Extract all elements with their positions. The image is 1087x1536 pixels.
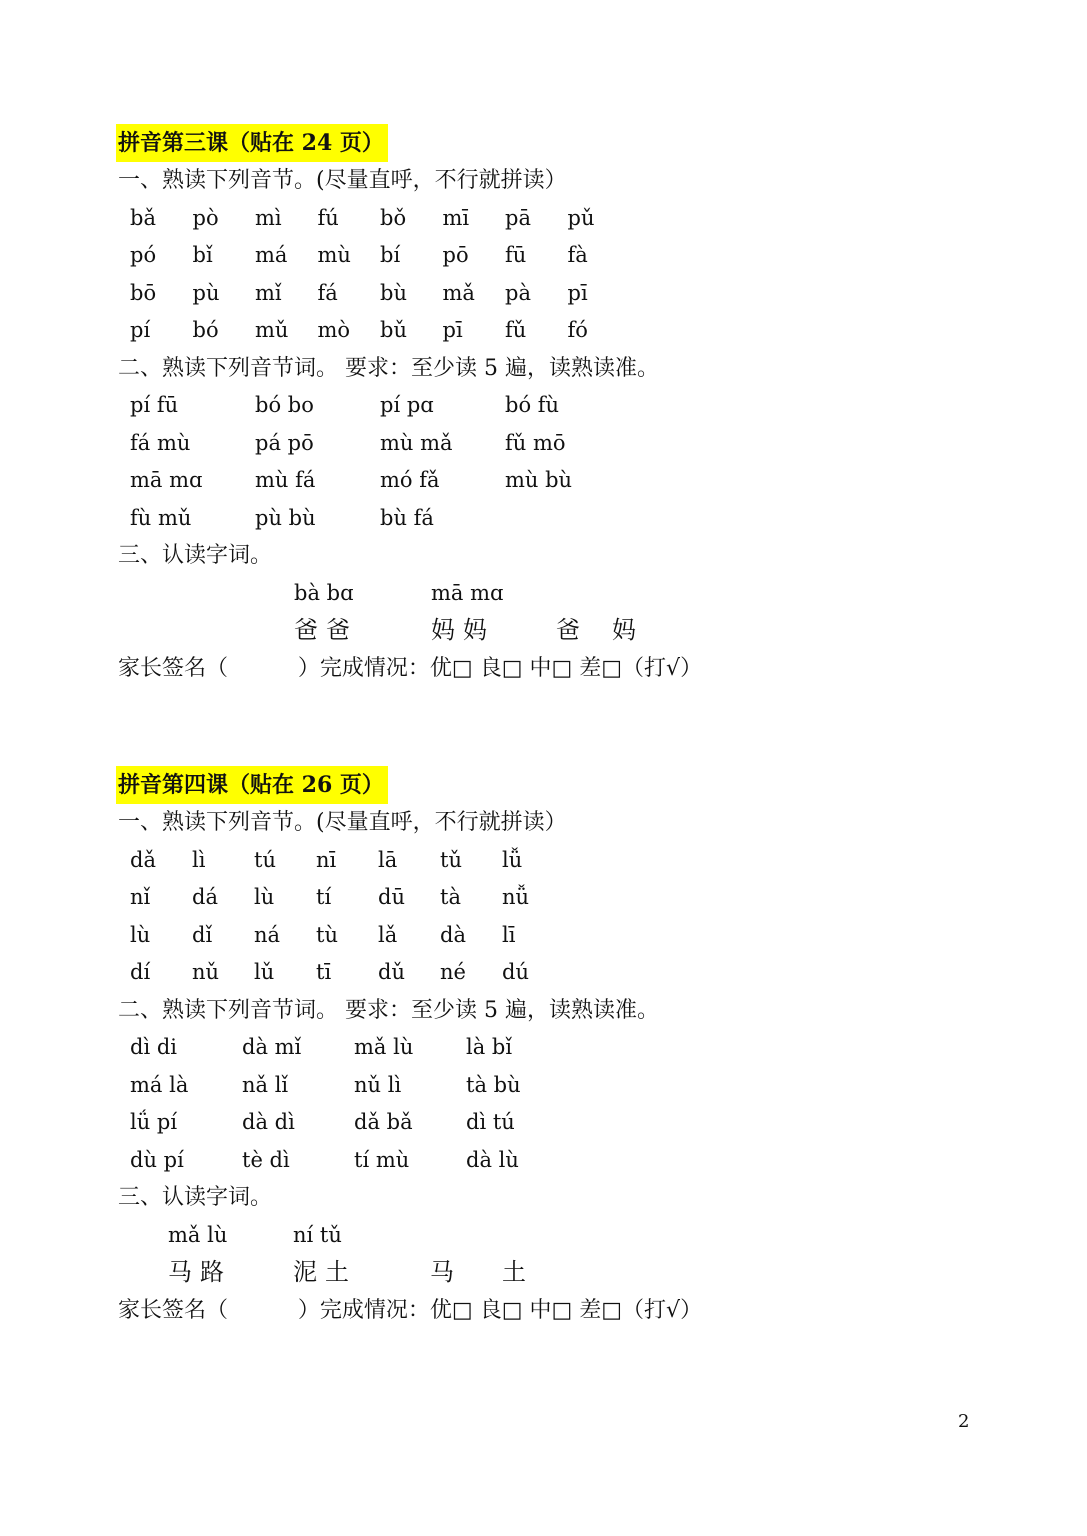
lesson-4-title: 拼音第四课（贴在 26 页） [116,766,388,804]
syllable-word: là bǐ [466,1035,513,1059]
syllable: pí [130,318,151,342]
syllable: fó [567,318,588,342]
syllable: fá [317,280,338,305]
syllable: nǐ [130,885,151,909]
syllable: dǔ [378,960,405,984]
syllable: bǎ [130,205,156,230]
char-hanzi: 泥土 [293,1258,357,1286]
lesson-3-syllable-row [118,237,1038,275]
syllable: lù [254,885,275,909]
syllable: lā [378,847,398,872]
lesson-4-instruction-3: 三、认读字词。 [118,1185,273,1210]
syllable-word: dǎ bǎ [354,1110,413,1134]
syllable-word: fǔ mō [505,430,566,455]
lesson-3-syllable-row [118,275,1038,313]
lesson-4-parent-signature: 家长签名（ ）完成情况：优□ 良□ 中□ 差□（打√） [118,1297,703,1323]
syllable: mǎ [442,280,475,305]
lesson-3-instruction-1: 一、熟读下列音节。(尽量直呼，不行就拼读） [118,168,567,193]
syllable: tú [254,847,276,872]
syllable-word: pù bù [255,505,316,530]
syllable: tǔ [440,847,462,872]
syllable: pó [130,243,157,267]
syllable-word: pí pɑ [380,393,434,417]
syllable: pà [505,280,531,305]
syllable: fú [317,205,339,230]
syllable-word: mù mǎ [380,430,453,455]
syllable-word: bó fù [505,393,560,417]
syllable: pò [192,205,219,230]
syllable-word: dì tú [466,1110,515,1134]
syllable: bǒ [380,205,407,230]
syllable: bō [130,280,157,305]
syllable-word: mù bù [505,468,573,492]
syllable: mò [317,318,351,342]
syllable: mī [442,205,470,230]
page-number: 2 [958,1411,970,1432]
lesson-3-word-row [118,425,1038,463]
syllable: pī [567,280,588,305]
syllable: dí [130,960,151,984]
syllable-word: fù mǔ [130,505,192,530]
syllable-word: dà dì [242,1110,295,1134]
lesson-3-instruction-2: 二、熟读下列音节词。 要求：至少读 5 遍，读熟读准。 [118,355,659,381]
syllable-word: dì di [130,1035,177,1059]
syllable: dà [440,922,466,947]
syllable: dá [192,885,218,909]
syllable-word: pí fū [130,393,179,417]
syllable: tī [316,960,332,984]
syllable: bó [192,318,219,342]
syllable: bǔ [380,318,407,342]
syllable-word: mó fǎ [380,468,440,492]
lesson-3-char-hanzi-row [118,612,1038,650]
char-pinyin: bà bɑ [294,580,354,605]
syllable: dú [502,960,529,984]
syllable-word: fá mù [130,430,191,455]
char-hanzi: 马土 [430,1258,574,1286]
lesson-4-char-pinyin-row [118,1217,1038,1255]
syllable-word: pá pō [255,430,314,455]
syllable: lì [192,847,206,872]
syllable: lǎ [378,922,398,947]
syllable-word: tè dì [242,1147,290,1172]
syllable-word: má là [130,1072,189,1097]
lesson-4-syllable-row [118,917,1038,955]
lesson-4-syllable-row [118,954,1038,992]
char-pinyin: mā mɑ [431,580,504,605]
syllable-word: nǔ lì [354,1072,402,1097]
syllable: lù [130,922,151,947]
syllable: nī [316,847,337,872]
syllable-word: mā mɑ [130,468,203,492]
syllable: dū [378,885,405,909]
syllable-word: dù pí [130,1147,184,1172]
syllable: pǔ [567,205,595,230]
lesson-3-syllable-row [118,200,1038,238]
syllable: mǐ [255,280,282,305]
lesson-3-word-row [118,500,1038,538]
syllable: bí [380,243,401,267]
syllable-word: mù fá [255,468,316,492]
char-hanzi: 爸妈 [556,616,668,644]
lesson-3-instruction-3: 三、认读字词。 [118,543,273,568]
syllable: pù [192,280,220,305]
syllable: tà [440,885,461,909]
char-pinyin: mǎ lù [168,1222,228,1247]
syllable-word: tà bù [466,1072,521,1097]
lesson-3-title: 拼音第三课（贴在 24 页） [116,124,388,162]
syllable: fà [567,243,588,267]
lesson-4-char-hanzi-row [118,1254,1038,1292]
lesson-4-section [118,766,1038,1329]
syllable: tí [316,885,332,909]
syllable: mǔ [255,318,289,342]
lesson-4-instruction-2: 二、熟读下列音节词。 要求：至少读 5 遍，读熟读准。 [118,997,659,1023]
syllable: mì [255,205,282,230]
syllable-word: nǎ lǐ [242,1072,289,1097]
char-hanzi: 妈妈 [431,616,495,644]
syllable: tù [316,922,338,947]
char-hanzi: 马路 [168,1258,232,1286]
lesson-3-word-row [118,462,1038,500]
lesson-3-word-row [118,387,1038,425]
syllable: má [255,243,288,267]
syllable: pō [442,243,469,267]
lesson-4-word-row [118,1104,1038,1142]
syllable: bù [380,280,407,305]
syllable: lǔ [254,960,275,984]
lesson-3-section [118,124,1038,687]
lesson-4-syllable-row [118,842,1038,880]
syllable: ná [254,922,281,947]
syllable: nǚ [502,885,530,909]
syllable: né [440,960,466,984]
syllable: mù [317,243,351,267]
lesson-4-instruction-1: 一、熟读下列音节。(尽量直呼，不行就拼读） [118,810,567,835]
lesson-3-char-pinyin-row [118,575,1038,613]
lesson-4-word-row [118,1142,1038,1180]
syllable-word: mǎ lù [354,1035,414,1059]
syllable: dǎ [130,847,156,872]
lesson-4-syllable-row [118,879,1038,917]
syllable-word: bù fá [380,505,434,530]
char-pinyin: ní tǔ [293,1222,342,1247]
syllable-word: bó bo [255,393,314,417]
syllable-word: lǘ pí [130,1110,178,1134]
syllable-word: dà lù [466,1147,519,1172]
lesson-4-word-row [118,1029,1038,1067]
lesson-3-syllable-row [118,312,1038,350]
syllable-word: tí mù [354,1147,410,1172]
lesson-3-parent-signature: 家长签名（ ）完成情况：优□ 良□ 中□ 差□（打√） [118,655,703,681]
syllable: lǚ [502,847,523,872]
syllable: nǔ [192,960,220,984]
syllable: lī [502,922,516,947]
syllable: pā [505,205,531,230]
syllable: pī [442,318,463,342]
syllable: bǐ [192,243,213,267]
syllable: fū [505,243,527,267]
syllable: dǐ [192,922,213,947]
syllable: fǔ [505,318,527,342]
lesson-4-word-row [118,1067,1038,1105]
syllable-word: dà mǐ [242,1035,302,1059]
char-hanzi: 爸爸 [294,616,358,644]
